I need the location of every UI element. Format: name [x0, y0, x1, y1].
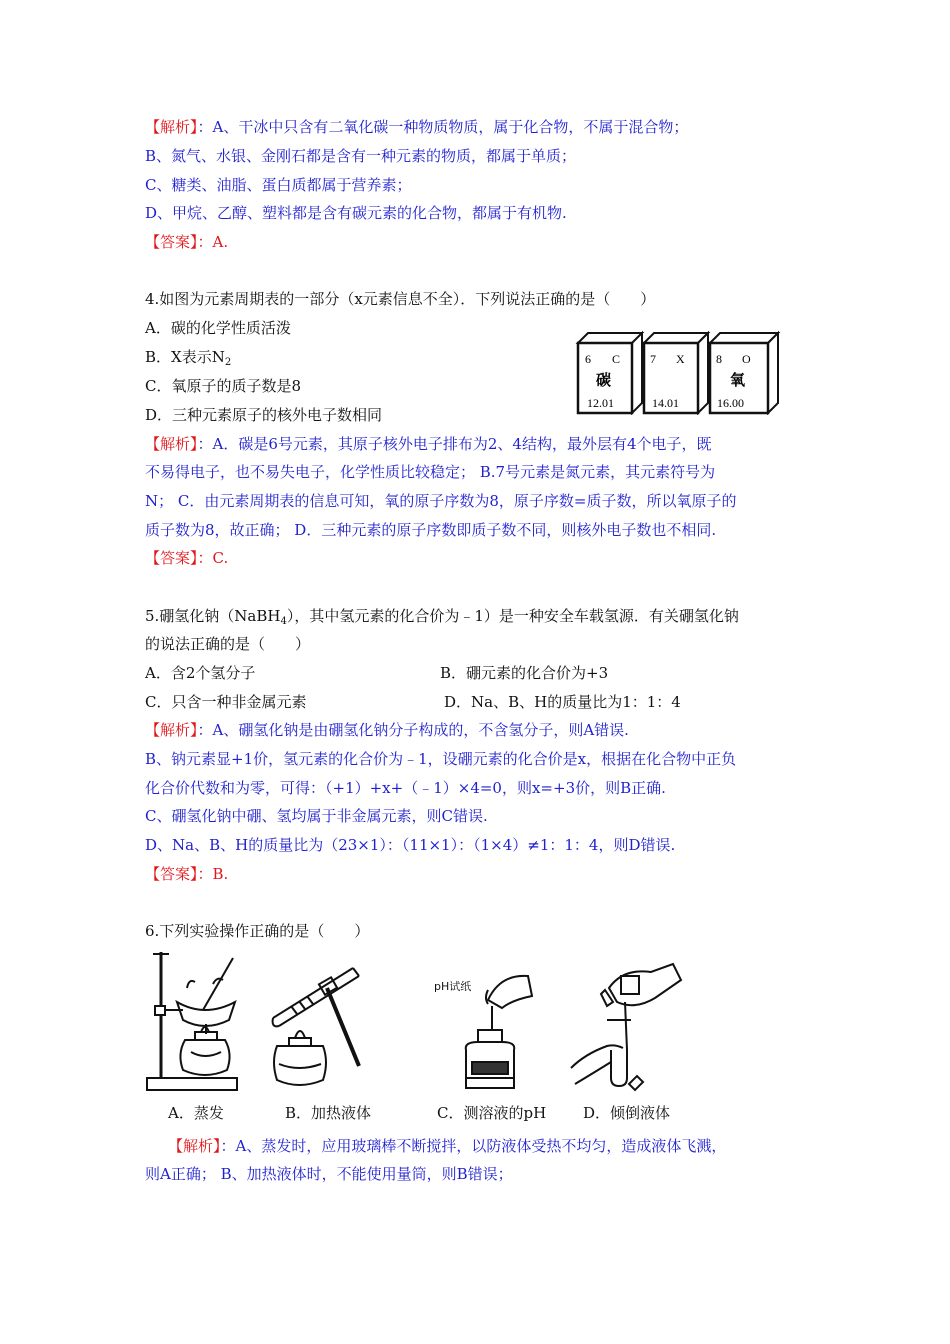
- q4-analysis-line-1: [145, 434, 712, 454]
- atomic-number: 7: [650, 352, 656, 366]
- stem-text: ），其中氢元素的化合价为﹣1）是一种安全车载氢源．有关硼氢化钠: [286, 607, 739, 625]
- stem-text: 5.硼氢化钠（NaBH: [145, 607, 281, 625]
- atomic-number: 6: [585, 352, 591, 366]
- periodic-table-figure: [572, 327, 790, 415]
- q4-option-c: C．氧原子的质子数是8: [145, 377, 302, 395]
- q5-option-a: A．含2个氢分子: [145, 664, 256, 682]
- atomic-mass: 14.01: [652, 396, 679, 410]
- q3-analysis-line-3: C、糖类、油脂、蛋白质都属于营养素；: [145, 176, 412, 194]
- option-b-text: B．X表示N: [145, 348, 225, 366]
- atomic-number: 8: [716, 352, 722, 366]
- q4-option-b: [145, 347, 231, 373]
- heating-liquid-figure: [265, 962, 365, 1094]
- q4-analysis-line-3: N； C．由元素周期表的信息可知，氧的原子序数为8，原子序数=质子数，所以氧原子的: [145, 492, 737, 510]
- q5-answer: [145, 864, 228, 884]
- atomic-mass: 16.00: [717, 396, 744, 410]
- q3-analysis-line-1: [145, 117, 688, 137]
- q4-answer: [145, 548, 228, 568]
- q6-caption-c: C．测溶液的pH: [437, 1104, 547, 1122]
- q3-analysis-line-2: B、氮气、水银、金刚石都是含有一种元素的物质，都属于单质；: [145, 147, 577, 165]
- q5-stem-line-1: [145, 606, 739, 632]
- q4-option-d: D．三种元素原子的核外电子数相同: [145, 406, 383, 424]
- analysis-label: 【解析】: [168, 1137, 221, 1155]
- atomic-mass: 12.01: [587, 396, 614, 410]
- q5-option-d: D．Na、B、H的质量比为1：1：4: [444, 693, 681, 711]
- q5-option-b: B．硼元素的化合价为+3: [440, 664, 609, 682]
- q4-stem: 4.如图为元素周期表的一部分（x元素信息不全）．下列说法正确的是（ ）: [145, 290, 656, 308]
- q3-answer: [145, 232, 228, 252]
- q6-caption-b: B．加热液体: [285, 1104, 372, 1122]
- analysis-label: 【解析】: [145, 721, 198, 739]
- element-symbol: X: [676, 352, 685, 366]
- evaporation-figure: [143, 948, 243, 1094]
- element-symbol: C: [612, 352, 621, 366]
- q6-stem: 6.下列实验操作正确的是（ ）: [145, 922, 370, 940]
- q5-analysis-line-4: C、硼氢化钠中硼、氢均属于非金属元素，则C错误.: [145, 807, 488, 825]
- q6-caption-a: A．蒸发: [168, 1104, 224, 1122]
- answer-text: ：C.: [197, 549, 229, 567]
- answer-label: 【答案】: [145, 865, 198, 883]
- subscript: 2: [224, 357, 232, 368]
- element-cell-oxygen: [710, 333, 778, 413]
- element-cell-x: [644, 333, 708, 413]
- answer-label: 【答案】: [145, 233, 198, 251]
- q5-stem-line-2: 的说法正确的是（ ）: [145, 635, 311, 653]
- answer-label: 【答案】: [145, 549, 198, 567]
- q5-option-c: C．只含一种非金属元素: [145, 693, 307, 711]
- ph-test-figure: [428, 970, 538, 1094]
- answer-text: ：A.: [197, 233, 229, 251]
- analysis-text: ：A、硼氢化钠是由硼氢化钠分子构成的，不含氢分子，则A错误.: [197, 721, 629, 739]
- q4-option-a: A．碳的化学性质活泼: [145, 319, 291, 337]
- answer-text: ：B.: [197, 865, 229, 883]
- analysis-text: ：A．碳是6号元素，其原子核外电子排布为2、4结构，最外层有4个电子，既: [197, 435, 712, 453]
- q6-analysis-line-2: 则A正确； B、加热液体时，不能使用量筒，则B错误；: [145, 1165, 513, 1183]
- pouring-liquid-figure: [565, 958, 695, 1094]
- q4-analysis-line-2: 不易得电子，也不易失电子，化学性质比较稳定； B.7号元素是氮元素，其元素符号为: [145, 463, 716, 481]
- ph-paper-label: pH试纸: [434, 980, 472, 993]
- q3-analysis-line-4: D、甲烷、乙醇、塑料都是含有碳元素的化合物，都属于有机物.: [145, 204, 567, 222]
- q5-analysis-line-5: D、Na、B、H的质量比为（23×1）：（11×1）：（1×4）≠1：1：4，则D错误.: [145, 836, 676, 854]
- element-name: 氧: [730, 371, 746, 389]
- subscript: 4: [280, 616, 287, 627]
- element-symbol: O: [742, 352, 751, 366]
- q6-caption-d: D．倾倒液体: [583, 1104, 671, 1122]
- element-name: 碳: [596, 371, 612, 389]
- q5-analysis-line-1: [145, 720, 629, 740]
- q6-analysis-line-1: [168, 1136, 726, 1156]
- q5-analysis-line-3: 化合价代数和为零，可得：（+1）+x+（﹣1）×4=0，则x=+3价，则B正确.: [145, 779, 666, 797]
- q5-analysis-line-2: B、钠元素显+1价，氢元素的化合价为﹣1，设硼元素的化合价是x，根据在化合物中正负: [145, 750, 737, 768]
- element-cell-carbon: [578, 333, 642, 413]
- q4-analysis-line-4: 质子数为8，故正确； D．三种元素的原子序数即质子数不同，则核外电子数也不相同.: [145, 521, 717, 539]
- analysis-label: 【解析】: [145, 435, 198, 453]
- analysis-text: ：A、蒸发时，应用玻璃棒不断搅拌，以防液体受热不均匀，造成液体飞溅，: [220, 1137, 727, 1155]
- analysis-label: 【解析】: [145, 118, 198, 136]
- analysis-text: ：A、干冰中只含有二氧化碳一种物质物质，属于化合物，不属于混合物；: [197, 118, 689, 136]
